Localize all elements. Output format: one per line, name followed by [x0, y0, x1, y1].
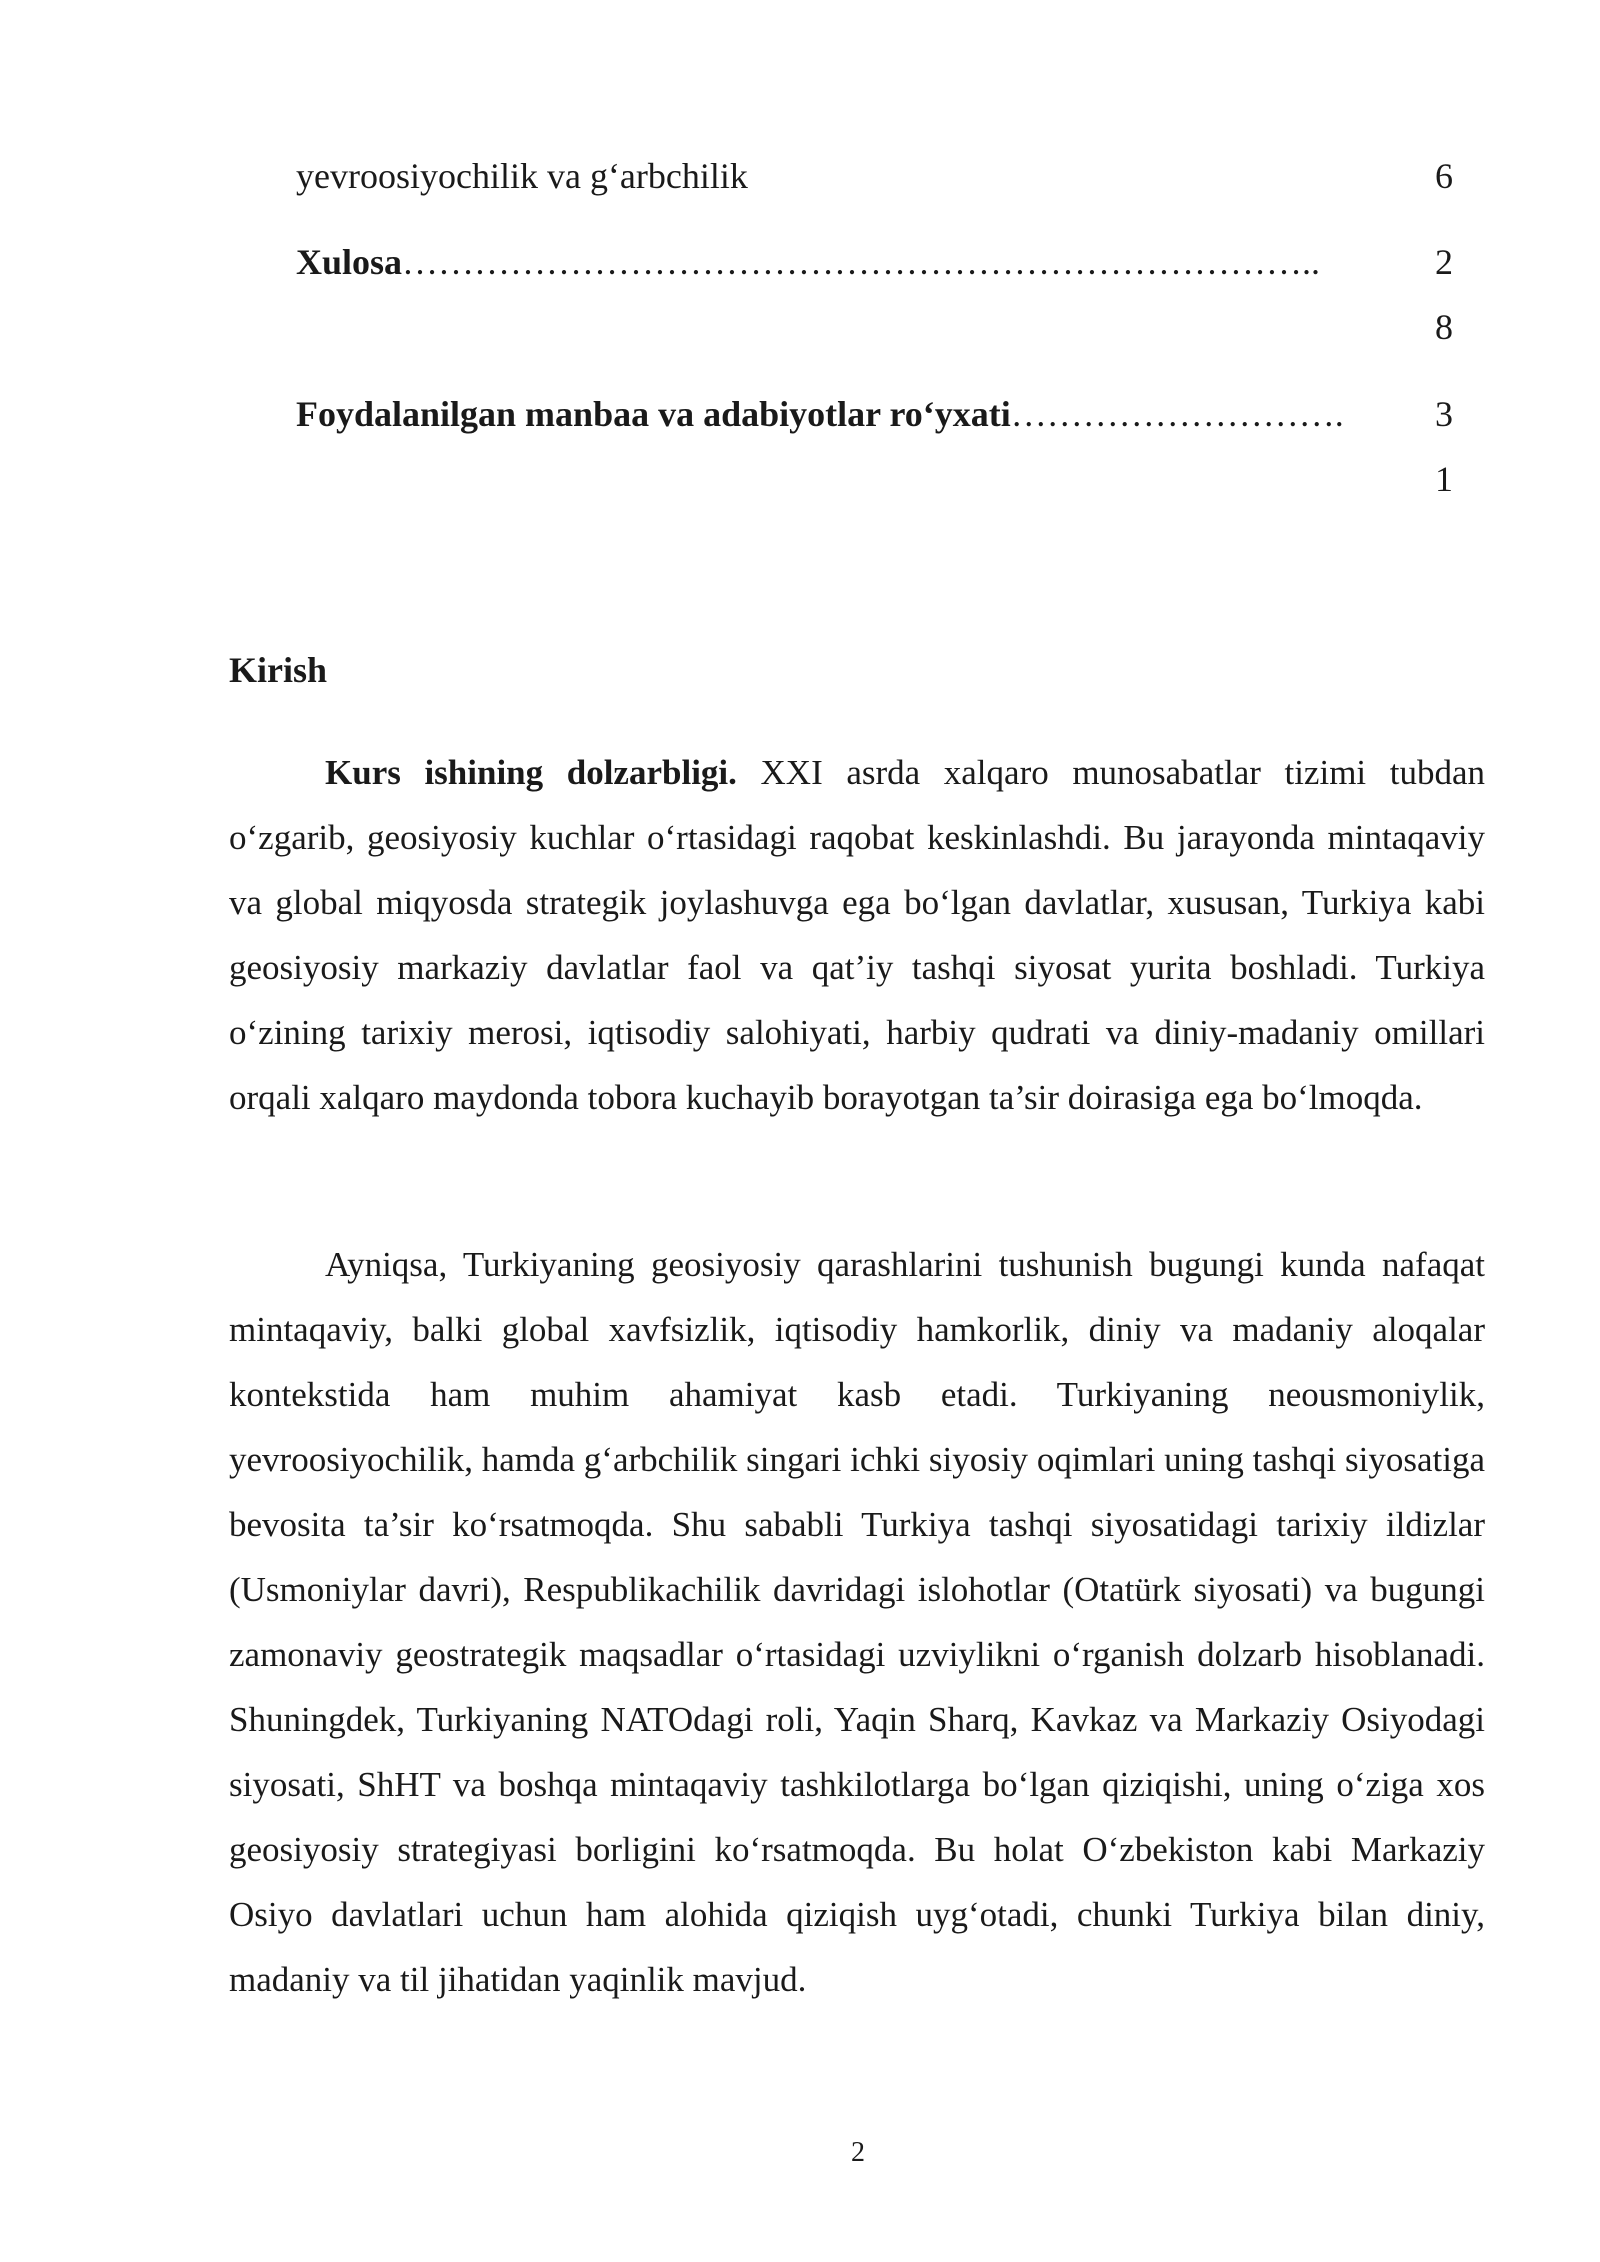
toc-page-digit: 1 [1435, 459, 1453, 499]
section-heading: Kirish [229, 650, 328, 690]
toc-leader-dots: ………………………. [1010, 394, 1344, 434]
toc-page-digit: 8 [1435, 307, 1453, 347]
toc-entry-bold-text: Foydalanilgan manbaa va adabiyotlar ro‘yxati [296, 394, 1011, 434]
toc-entry-title [296, 144, 1396, 209]
toc-page-digit: 6 [1435, 156, 1453, 196]
toc-entry-title [296, 382, 1396, 447]
toc-page-number [1432, 382, 1456, 512]
toc-entry-title [296, 230, 1396, 295]
paragraph-lead: Kurs ishining dolzarbligi. [325, 753, 737, 792]
body-paragraph [229, 740, 1485, 1130]
page-number: 2 [851, 2137, 865, 2168]
toc-page-number [1432, 144, 1456, 209]
body-paragraph [229, 1232, 1485, 2012]
toc-entry-text: yevroosiyochilik va g‘arbchilik [296, 156, 748, 196]
paragraph-text: XXI asrda xalqaro munosabatlar tizimi tubdan o‘zgarib, geosiyosiy kuchlar o‘rtasidagi raqobat keskinlashdi. Bu jarayonda mintaqaviy va global miqyosda strategik joylashuvga ega bo‘lgan davlatlar, xususan, Turkiya kabi geosiyosiy markaziy davlatlar faol va qat’iy tashqi siyosat yurita boshladi. Turkiya o‘zining tarixiy merosi, iqtisodiy salohiyati, harbiy qudrati va diniy-madaniy omillari orqali xalqaro maydonda tobora kuchayib borayotgan ta’sir doirasiga ega bo‘lmoqda. [229, 753, 1486, 1117]
toc-page-number [1432, 230, 1456, 360]
toc-leader-dots: ………………………………………………………………….. [402, 242, 1321, 282]
toc-page-digit: 2 [1435, 242, 1453, 282]
toc-page-digit: 3 [1435, 394, 1453, 434]
paragraph-text: Ayniqsa, Turkiyaning geosiyosiy qarashlarini tushunish bugungi kunda nafaqat mintaqaviy, balki global xavfsizlik, iqtisodiy hamkorlik, diniy va madaniy aloqalar kontekstida ham muhim ahamiyat kasb etadi. Turkiyaning neousmoniylik, yevroosiyochilik, hamda g‘arbchilik singari ichki siyosiy oqimlari uning tashqi siyosatiga bevosita ta’sir ko‘rsatmoqda. Shu sababli Turkiya tashqi siyosatidagi tarixiy ildizlar (Usmoniylar davri), Respublikachilik davridagi islohotlar (Otatürk siyosati) va bugungi zamonaviy geostrategik maqsadlar o‘rtasidagi uzviylikni o‘rganish dolzarb hisoblanadi. Shuningdek, Turkiyaning NATOdagi roli, Yaqin Sharq, Kavkaz va Markaziy Osiyodagi siyosati, ShHT va boshqa mintaqaviy tashkilotlarga bo‘lgan qiziqishi, uning o‘ziga xos geosiyosiy strategiyasi borligini ko‘rsatmoqda. Bu holat O‘zbekiston kabi Markaziy Osiyo davlatlari uchun ham alohida qiziqish uyg‘otadi, chunki Turkiya bilan diniy, madaniy va til jihatidan yaqinlik mavjud. [229, 1245, 1485, 1999]
toc-entry-bold-text: Xulosa [296, 242, 403, 282]
